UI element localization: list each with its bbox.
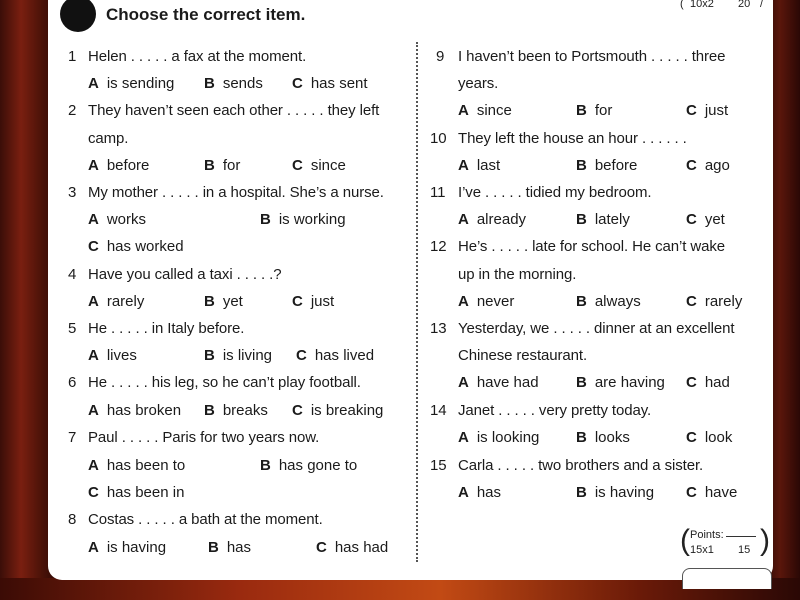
question-11: 11 I’ve . . . . . tidied my bedroom. [430,184,652,201]
question-9: 9 I haven’t been to Portsmouth . . . . . three [436,48,726,65]
answer-a[interactable]: A already [458,211,527,228]
answer-c[interactable]: C has lived [296,347,375,364]
answer-c[interactable]: C since [292,157,346,174]
answer-b[interactable]: B are having [576,374,665,391]
background-floor [0,578,800,600]
answer-c[interactable]: C has worked [88,238,184,255]
points-calc: 15x1 [690,544,714,556]
answer-c[interactable]: C had [686,374,730,391]
answer-a[interactable]: A lives [88,347,137,364]
answer-a[interactable]: A is having [88,539,167,556]
answer-b[interactable]: B yet [204,293,243,310]
answer-b[interactable]: B is living [204,347,273,364]
answer-a[interactable]: A rarely [88,293,145,310]
points-box: ( Points: 15x1 15 ) [680,524,770,557]
question-6: 6 He . . . . . his leg, so he can’t play football. [68,374,361,391]
answer-b[interactable]: B before [576,157,638,174]
answer-b[interactable]: B for [576,102,613,119]
answer-a[interactable]: A before [88,157,150,174]
question-13: 13 Yesterday, we . . . . . dinner at an excellent [430,320,735,337]
answer-b[interactable]: B breaks [204,402,268,419]
question-8: 8 Costas . . . . . a bath at the moment. [68,511,323,528]
page-title: Choose the correct item. [106,5,306,24]
question-2-continued: camp. [88,130,129,147]
total-box [682,568,772,589]
answer-c[interactable]: C rarely [686,293,743,310]
score-total: 20 [738,0,751,10]
answer-a[interactable]: A works [88,211,147,228]
answer-b[interactable]: B has [208,539,252,556]
question-2: 2 They haven’t seen each other . . . . . they left [68,102,380,119]
answer-c[interactable]: C yet [686,211,725,228]
question-9-continued: years. [458,75,499,92]
answer-c[interactable]: C has sent [292,75,368,92]
answer-b[interactable]: B is working [260,211,346,228]
answer-a[interactable]: A never [458,293,515,310]
question-7: 7 Paul . . . . . Paris for two years now. [68,429,320,446]
answer-c[interactable]: C just [686,102,729,119]
answer-a[interactable]: A has been to [88,457,186,474]
question-3: 3 My mother . . . . . in a hospital. She’s a nurse. [68,184,384,201]
answer-a[interactable]: A has broken [88,402,182,419]
answer-a[interactable]: A last [458,157,501,174]
score-box: ( 10x2 20 / [680,0,764,10]
question-10: 10 They left the house an hour . . . . . . [430,130,687,147]
answer-c[interactable]: C just [292,293,335,310]
points-total: 15 [738,544,751,556]
score-label: 10x2 [690,0,714,10]
answer-b[interactable]: B sends [204,75,263,92]
question-12-continued: up in the morning. [458,266,577,283]
answer-c[interactable]: C has had [316,539,389,556]
question-1 [68,48,307,65]
column-divider [416,42,418,562]
answer-a[interactable]: A since [458,102,512,119]
answer-b[interactable]: B is having [576,484,655,501]
question-4: 4 Have you called a taxi . . . . .? [68,266,282,283]
answer-b[interactable]: B looks [576,429,630,446]
question-number: 1 [68,48,77,65]
answer-a[interactable]: A have had [458,374,539,391]
answer-b[interactable]: B for [204,157,241,174]
question-5: 5 He . . . . . in Italy before. [68,320,245,337]
answer-a[interactable]: A has [458,484,502,501]
question-12: 12 He’s . . . . . late for school. He can’t wake [430,238,726,255]
question-13-continued: Chinese restaurant. [458,347,588,364]
answer-a[interactable]: A is sending [88,75,175,92]
answer-c[interactable]: C ago [686,157,730,174]
question-14: 14 Janet . . . . . very pretty today. [430,402,652,419]
answer-b[interactable]: B always [576,293,641,310]
answer-c[interactable]: C look [686,429,733,446]
answer-b[interactable]: B has gone to [260,457,358,474]
answer-c[interactable]: C have [686,484,738,501]
answer-c[interactable]: C is breaking [292,402,384,419]
answer-c[interactable]: C has been in [88,484,185,501]
question-15: 15 Carla . . . . . two brothers and a sister. [430,457,704,474]
points-label: Points: [690,529,724,541]
answer-a[interactable]: A is looking [458,429,540,446]
answer-b[interactable]: B lately [576,211,630,228]
question-text: Helen . . . . . a fax at the moment. [88,48,307,65]
